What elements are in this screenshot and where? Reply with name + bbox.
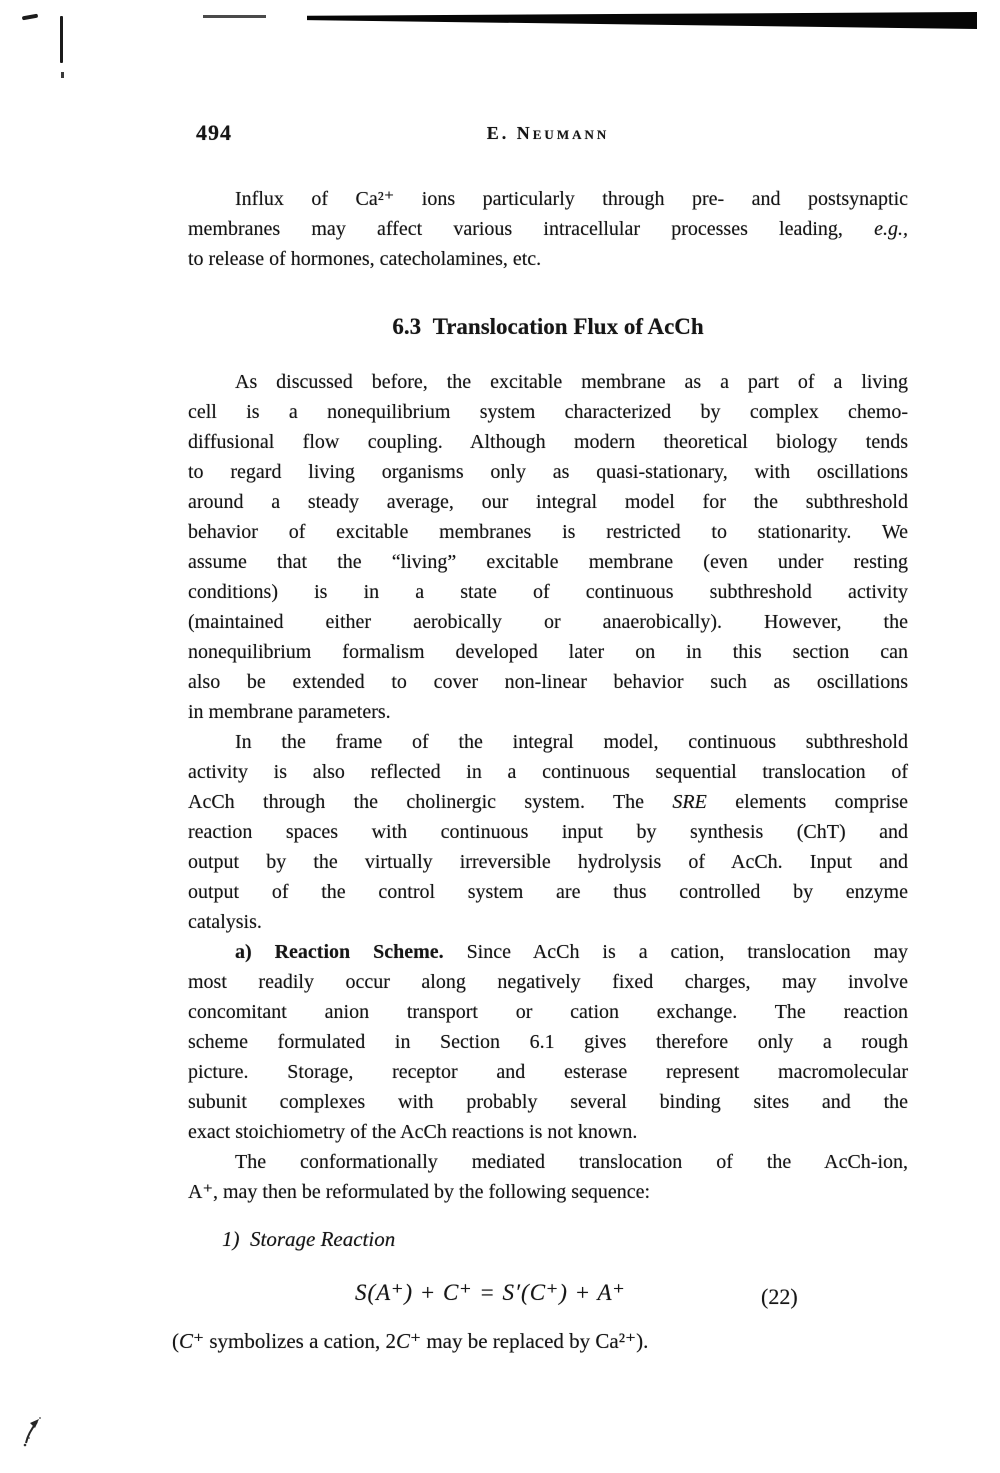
text-line: membranes may affect various intracellular processes leading, e.g., xyxy=(188,218,908,240)
text-line: picture. Storage, receptor and esterase represent macromolecular xyxy=(188,1061,908,1083)
text-line: output of the control system are thus controlled by enzyme xyxy=(188,881,908,903)
text-line: exact stoichiometry of the AcCh reactions is not known. xyxy=(188,1121,638,1143)
text-line: most readily occur along negatively fixed charges, may involve xyxy=(188,971,908,993)
text-line: catalysis. xyxy=(188,911,262,933)
text-line: in membrane parameters. xyxy=(188,701,391,723)
page-number: 494 xyxy=(196,120,232,145)
paragraph-intro xyxy=(188,184,908,274)
equation-note xyxy=(172,1326,908,1356)
text-line: assume that the “living” excitable membrane (even under resting xyxy=(188,551,908,573)
text-line: subunit complexes with probably several binding sites and the xyxy=(188,1091,908,1113)
text-line: behavior of excitable membranes is restricted to stationarity. We xyxy=(188,521,908,543)
text-line: scheme formulated in Section 6.1 gives therefore only a rough xyxy=(188,1031,908,1053)
text-line: to regard living organisms only as quasi-stationary, with oscillations xyxy=(188,461,908,483)
text-line: In the frame of the integral model, continuous subthreshold xyxy=(235,731,908,753)
scan-edge-bar xyxy=(307,12,977,29)
section-heading: 6.3 Translocation Flux of AcCh xyxy=(392,314,704,339)
text-line: nonequilibrium formalism developed later on in this section can xyxy=(188,641,908,663)
scan-vertical-line xyxy=(60,16,63,63)
scan-speck-icon xyxy=(22,14,38,21)
text-line: A⁺, may then be reformulated by the following sequence: xyxy=(188,1181,651,1203)
text-line: Influx of Ca²⁺ ions particularly through pre- and postsynaptic xyxy=(235,188,908,210)
page-header xyxy=(188,118,908,144)
text-line: concomitant anion transport or cation exchange. The reaction xyxy=(188,1001,908,1023)
text-line: reaction spaces with continuous input by synthesis (ChT) and xyxy=(188,821,908,843)
paragraph-translocation xyxy=(188,1147,908,1207)
paragraph-integral-model xyxy=(188,727,908,937)
text-line: activity is also reflected in a continuous sequential translocation of xyxy=(188,761,908,783)
text-line: also be extended to cover non-linear behavior such as oscillations xyxy=(188,671,908,693)
text-column xyxy=(172,118,909,1356)
equation-row xyxy=(188,1276,908,1310)
text-line: output by the virtually irreversible hydrolysis of AcCh. Input and xyxy=(188,851,908,873)
text-line: a) Reaction Scheme. Since AcCh is a cation, translocation may xyxy=(235,941,909,963)
text-line: around a steady average, our integral model for the subthreshold xyxy=(188,491,908,513)
scan-speck xyxy=(61,72,64,78)
running-head: E. Neumann xyxy=(486,123,610,143)
text-line: conditions) is in a state of continuous subthreshold activity xyxy=(188,581,908,603)
paragraph-excitable-membrane xyxy=(188,367,908,727)
text-line: The conformationally mediated translocation of the AcCh-ion, xyxy=(235,1151,908,1173)
text-line: cell is a nonequilibrium system characterized by complex chemo- xyxy=(188,401,908,423)
text-line: As discussed before, the excitable membrane as a part of a living xyxy=(235,371,908,393)
text-line: AcCh through the cholinergic system. The SRE elements comprise xyxy=(188,791,908,813)
equation-formula: S(A⁺) + C⁺ = S′(C⁺) + A⁺ xyxy=(355,1280,626,1305)
equation-number: (22) xyxy=(761,1284,798,1309)
text-line: (maintained either aerobically or anaerobically). However, the xyxy=(188,611,908,633)
text-line: to release of hormones, catecholamines, etc. xyxy=(188,248,542,270)
handwritten-mark-icon xyxy=(18,1412,46,1448)
storage-reaction-heading xyxy=(188,1224,908,1254)
scan-rule-fragment xyxy=(203,15,266,18)
paragraph-reaction-scheme xyxy=(188,937,908,1147)
text-line: diffusional flow coupling. Although modern theoretical biology tends xyxy=(188,431,908,453)
text-line: 1) Storage Reaction xyxy=(222,1227,396,1251)
text-line: (C⁺ symbolizes a cation, 2C⁺ may be replaced by Ca²⁺). xyxy=(172,1329,649,1353)
